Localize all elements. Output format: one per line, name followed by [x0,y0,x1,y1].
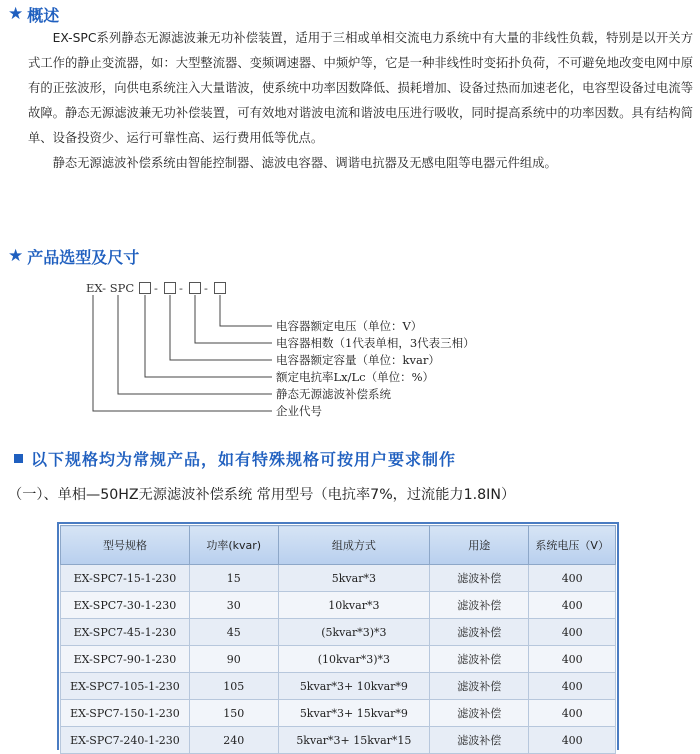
table-row [61,619,616,646]
cell-power: 150 [189,700,278,727]
cell-voltage: 400 [529,646,616,673]
cell-composition: 5kvar*3+ 10kvar*9 [278,673,430,700]
overview-header [8,3,59,26]
table-row [61,565,616,592]
table-row [61,646,616,673]
code-label-capacity: 电容器额定容量（单位：kvar） [276,353,440,367]
col-header-usage: 用途 [430,526,529,565]
square-bullet-icon [14,454,23,463]
cell-usage: 滤波补偿 [430,646,529,673]
cell-power: 105 [189,673,278,700]
star-icon: ★ [8,246,24,266]
cell-voltage: 400 [529,673,616,700]
cell-usage: 滤波补偿 [430,727,529,754]
cell-usage: 滤波补偿 [430,700,529,727]
spec-note [14,447,456,470]
cell-power: 90 [189,646,278,673]
leader-line-voltage [220,295,272,326]
code-dash: - [204,281,208,295]
selection-header [8,245,139,268]
section-title: （一）、单相—50HZ无源滤波补偿系统 常用型号（电抗率7%，过流能力1.8IN） [8,487,516,503]
cell-voltage: 400 [529,592,616,619]
col-header-voltage: 系统电压（V） [529,526,616,565]
cell-model: EX-SPC7-150-1-230 [61,700,190,727]
cell-composition: (10kvar*3)*3 [278,646,430,673]
cell-voltage: 400 [529,619,616,646]
code-dash: - [179,281,183,295]
code-dash: - [154,281,158,295]
spec-note-text: 以下规格均为常规产品，如有特殊规格可按用户要求制作 [31,450,457,469]
cell-usage: 滤波补偿 [430,565,529,592]
cell-voltage: 400 [529,727,616,754]
table-row [61,727,616,754]
cell-model: EX-SPC7-105-1-230 [61,673,190,700]
cell-voltage: 400 [529,565,616,592]
col-header-power: 功率(kvar) [189,526,278,565]
cell-model: EX-SPC7-30-1-230 [61,592,190,619]
code-label-phase: 电容器相数（1代表单相，3代表三相） [276,336,475,350]
table-header-row [61,526,616,565]
selection-title: 产品选型及尺寸 [27,248,140,267]
code-label-voltage: 电容器额定电压（单位：V） [276,319,423,333]
cell-composition: 5kvar*3 [278,565,430,592]
leader-line-capacity [170,295,272,360]
cell-model: EX-SPC7-45-1-230 [61,619,190,646]
table-body [61,565,616,754]
spec-table [60,525,616,754]
code-label-reactance: 额定电抗率Lx/Lc（单位：%） [276,370,435,384]
cell-power: 240 [189,727,278,754]
overview-paragraph: 静态无源滤波补偿系统由智能控制器、滤波电容器、调谐电抗器及无感电阻等电器元件组成。 [52,156,557,170]
cell-power: 45 [189,619,278,646]
star-icon: ★ [8,4,24,24]
cell-usage: 滤波补偿 [430,592,529,619]
cell-model: EX-SPC7-90-1-230 [61,646,190,673]
leader-line-phase [195,295,272,343]
code-label-company: 企业代号 [276,404,322,418]
col-header-model: 型号规格 [61,526,190,565]
cell-power: 15 [189,565,278,592]
cell-model: EX-SPC7-15-1-230 [61,565,190,592]
cell-usage: 滤波补偿 [430,619,529,646]
overview-paragraph: EX-SPC系列静态无源滤波兼无功补偿装置，适用于三相或单相交流电力系统中有大量的非线性负载，特别是以开关方式工作的静止变流器，如：大型整流器、变频调速器、中频炉等，它是一种非线性时变拓扑负荷，不可避免地改变电网中原有的正弦波形，向供电系统注入大量谐波，使系统中功率因数降低、损耗增加、设备过热而加速老化，电容型设备过电流等故障。静态无源滤波兼无功补偿装置，可有效地对谐波电流和谐波电压进行吸收，同时提高系统中的功率因数。具有结构简单、设备投资少、运行可靠性高、运行费用低等优点。 [28,31,693,145]
table-row [61,673,616,700]
overview-title: 概述 [27,6,60,25]
model-code-prefix: EX- SPC [86,281,135,295]
cell-composition: 10kvar*3 [278,592,430,619]
cell-model: EX-SPC7-240-1-230 [61,727,190,754]
cell-composition: 5kvar*3+ 15kvar*9 [278,700,430,727]
col-header-composition: 组成方式 [278,526,430,565]
table-row [61,700,616,727]
leader-line-reactance [145,295,272,377]
code-label-system: 静态无源滤波补偿系统 [276,387,391,401]
cell-power: 30 [189,592,278,619]
cell-voltage: 400 [529,700,616,727]
table-row [61,592,616,619]
cell-composition: 5kvar*3+ 15kvar*15 [278,727,430,754]
cell-composition: (5kvar*3)*3 [278,619,430,646]
cell-usage: 滤波补偿 [430,673,529,700]
overview-body [28,26,693,176]
